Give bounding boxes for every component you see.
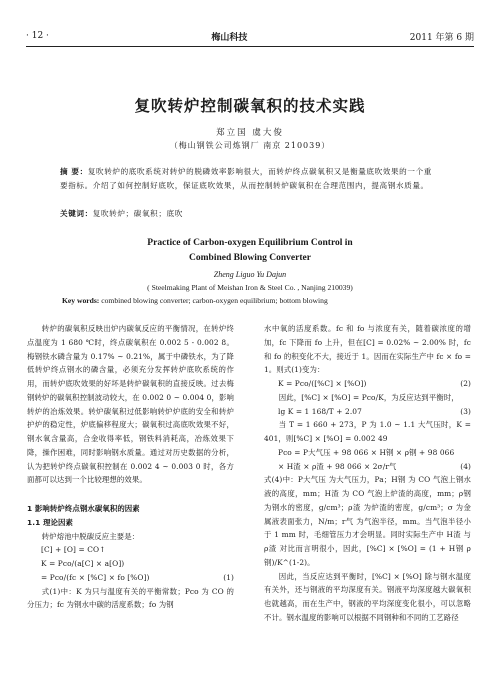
equation-2 bbox=[264, 377, 471, 391]
equation-1 bbox=[27, 571, 234, 585]
affiliation: （梅山钢铁公司炼钢厂 南京 210039） bbox=[169, 141, 331, 150]
equation-k bbox=[27, 557, 234, 571]
equation-1-explanation: 式(1)中：K 为只与温度有关的平衡常数；Pco 为 CO 的分压力；fc 为钢水中碳的活度系数；fo 为钢 bbox=[27, 586, 234, 610]
keywords bbox=[60, 208, 440, 219]
equation-reaction-text: [C] + [O] = CO↑ bbox=[41, 545, 106, 555]
english-keywords-label: Key words: bbox=[62, 296, 100, 305]
english-authors: Zheng Liguo Yu Dajun bbox=[213, 270, 287, 279]
authors: 郑立国 虞大俊 bbox=[216, 128, 284, 138]
activity-paragraph: 水中氧的活度系数。fc 和 fo 与浓度有关，随着碳浓度的增加，fc 下降而 fo 上升，但在[C] = 0.02% ~ 2.00% 时，fc 和 fo 的积变化不大，接近于 1。因而在实际生产中 fc × fo = 1。则式(1)变为： bbox=[264, 324, 471, 375]
section-1-1-heading: 1.1 理论因素 bbox=[27, 517, 74, 527]
english-keywords-text: combined blowing converter; carbon-oxygen equilibrium; bottom blowing bbox=[101, 296, 328, 305]
keywords-label: 关键词： bbox=[60, 209, 93, 218]
equation-4-line2-text: × H渣 × ρ渣 + 98 066 × 2σ/r气 bbox=[278, 461, 397, 471]
equation-2-number: (2) bbox=[460, 379, 471, 388]
conclusion-paragraph: 因此，当反应达到平衡时，[%C] × [%O] 除与钢水温度有关外，还与钢液的平均深度有关。钢液平均深度越大碳氧积也就越高，而在生产中，钢液的平均深度变化很小，可以忽略不计。钢水温度的影响可以根据不同钢种和不同的工艺路径 bbox=[264, 571, 471, 622]
header-rule bbox=[26, 46, 474, 47]
equation-reaction bbox=[27, 543, 234, 557]
paper-title: 复吹转炉控制碳氧积的技术实践 bbox=[134, 97, 366, 115]
english-keywords bbox=[62, 296, 440, 305]
equation-3-number: (3) bbox=[460, 406, 471, 416]
symbols-paragraph: 式(4)中：P大气压 为大气压力，Pa；H钢 为 CO 气泡上钢水液的高度，mm；H渣 为 CO 气泡上炉渣的高度，mm；ρ钢 为钢水的密度，g/cm³；ρ渣 为炉渣的密度，g/cm³；σ 为金属液表面张力，N/m；r气 为气泡半径，mm。当气泡半径小于 1 mm 时，毛细管压力才会明显。同时实际生产中 H渣 与 ρ渣 对比而言明很小，因此，[%C] × [%O] = (1 + H钢 ρ钢)/K^(1-2)。 bbox=[264, 475, 471, 567]
equation-1-number: (1) bbox=[223, 572, 234, 582]
english-title bbox=[0, 236, 500, 266]
journal-name: 梅山科技 bbox=[211, 32, 248, 43]
equation-2-text: K = Pco/([%C] × [%O]) bbox=[278, 379, 367, 388]
abstract bbox=[60, 165, 440, 194]
english-affiliation: ( Steelmaking Plant of Meishan Iron & Steel Co. , Nanjing 210039) bbox=[147, 283, 353, 292]
equation-k-text: K = Pco/(a[C] × a[O]) bbox=[41, 559, 125, 568]
issue-label: 2011 年第 6 期 bbox=[409, 32, 474, 43]
equilibrium-paragraph: 因此，[%C] × [%O] = Pco/K，为反应达到平衡时， bbox=[278, 392, 459, 402]
equation-4-line1-text: Pco = P大气压 + 98 066 × H钢 × ρ钢 + 98 066 bbox=[278, 447, 455, 457]
english-title-line2: Combined Blowing Converter bbox=[189, 253, 311, 263]
section-1-1-text: 转炉熔池中脱碳反应主要是： bbox=[41, 531, 140, 541]
equation-3-text: lg K = 1 168/T + 2.07 bbox=[278, 406, 362, 416]
intro-paragraph: 转炉的碳氧积反映出炉内碳氧反应的平衡情况，在转炉终点温度为 1 680 ℃时，终点碳氧积在 0.002 5 - 0.002 8。梅钢铁水磷含量为 0.17% ~ 0.21%，属于中磷铁水，为了降低转炉终点钢水的磷含量，必须充分发挥转炉底吹系统的作用，而转炉底吹效果的好坏是转炉碳氧积的直接反映。过去梅钢转炉的碳氧积控制波动较大，在 0.002 0 ~ 0.004 0，影响转炉的冶炼效果。转炉碳氧积过低影响转炉炉底的安全和转炉护炉的稳定性，炉底偏移程度大；碳氧积过高底吹效果不好，钢水氧含量高，合金收得率低，钢铁料消耗高，冶炼效果下降，操作困难，同时影响钢水质量。通过对历史数据的分析，认为把转炉终点碳氧积控制在 0.002 4 ~ 0.003 0 时，各方面都可以达到一个比较理想的效果。 bbox=[27, 324, 234, 485]
left-column bbox=[27, 322, 234, 612]
equation-4-line1 bbox=[264, 446, 471, 460]
abstract-label: 摘 要： bbox=[60, 167, 88, 176]
equation-4-number: (4) bbox=[460, 461, 471, 471]
keywords-text: 复吹转炉；碳氧积；底吹 bbox=[92, 209, 183, 218]
running-header bbox=[26, 29, 474, 43]
temperature-paragraph: 当 T = 1 660 + 273，P 为 1.0 ~ 1.1 大气压时，K = 401，则[%C] × [%O] = 0.002 49 bbox=[264, 420, 471, 443]
equation-1-text: = Pco/(fc × [%C] × fo [%O]) bbox=[41, 572, 150, 582]
section-1-heading: 1 影响转炉终点钢水碳氧积的因素 bbox=[27, 504, 140, 513]
equation-3 bbox=[264, 405, 471, 419]
abstract-text: 复吹转炉的底吹系统对转炉的脱磷效率影响很大，而转炉终点碳氧积又是衡量底吹效果的一个重要指标。介绍了如何控制好底吹，保证底吹效果，从而控制转炉碳氧积在合理范围内，提高钢水质量。 bbox=[60, 167, 432, 191]
right-column bbox=[264, 322, 471, 625]
equation-4-line2 bbox=[264, 460, 471, 474]
english-title-line1: Practice of Carbon-oxygen Equilibrium Control in bbox=[147, 238, 353, 248]
page-number: · 12 · bbox=[26, 31, 49, 41]
